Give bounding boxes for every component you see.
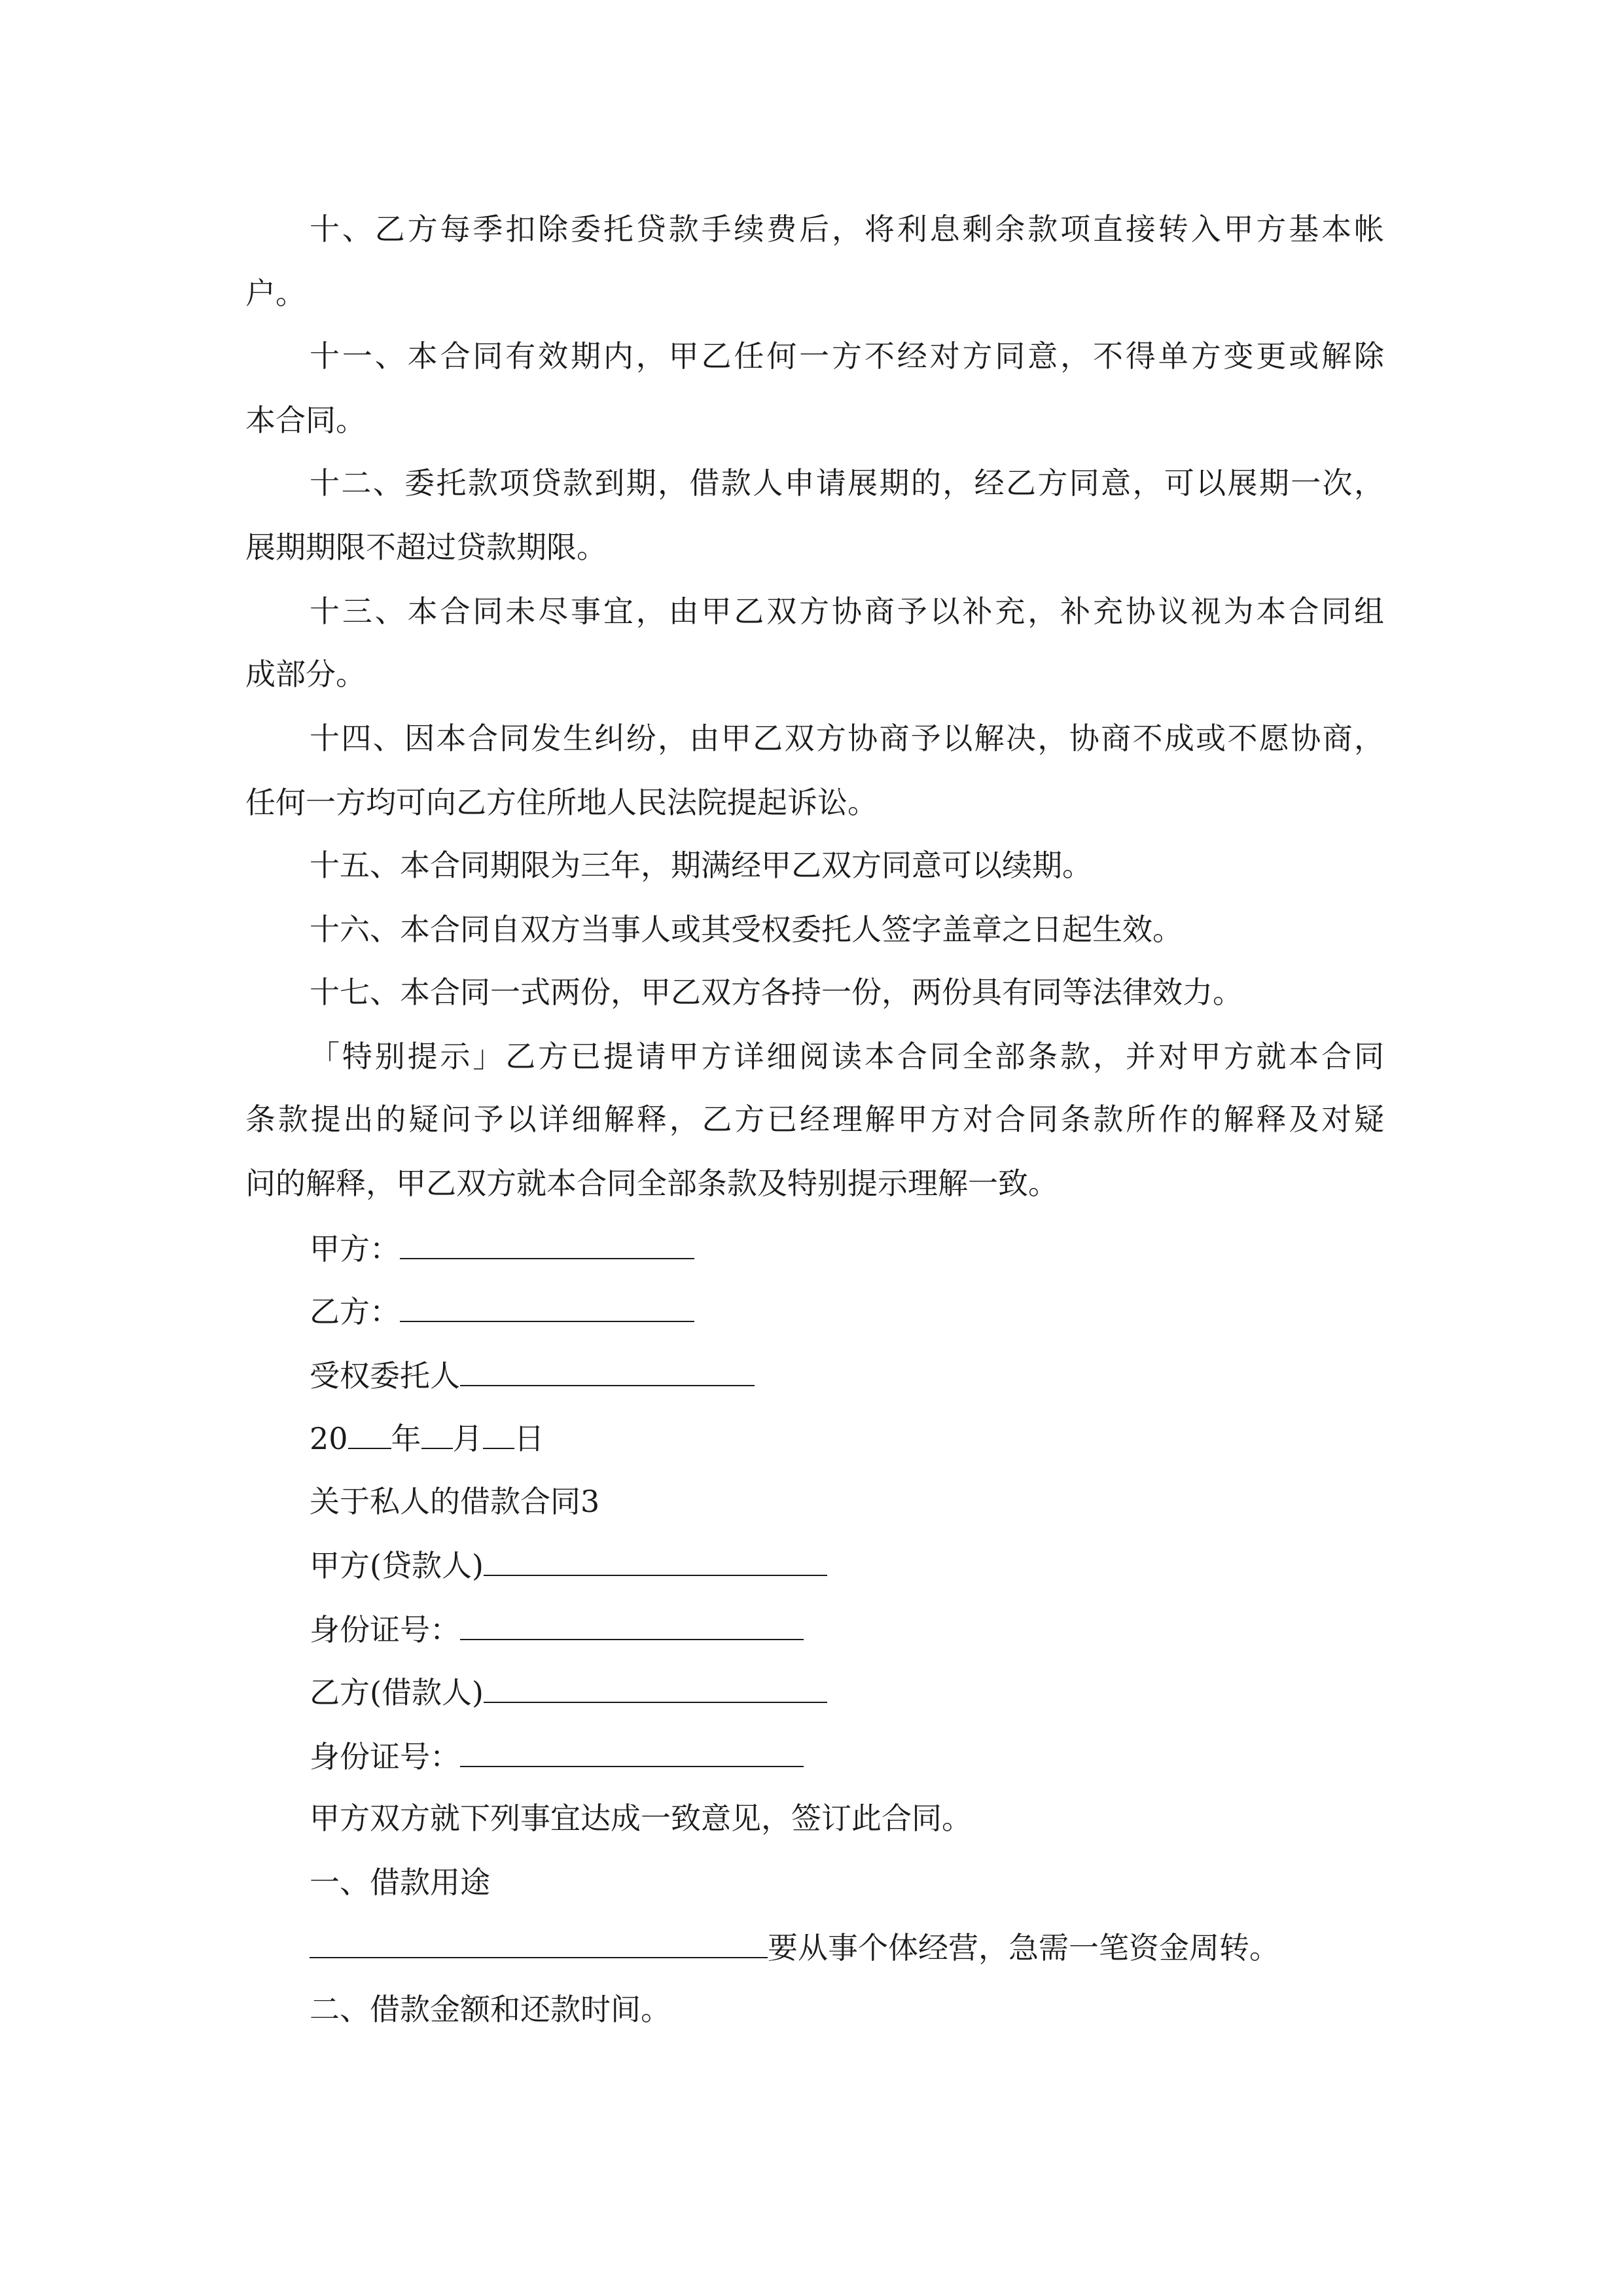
agent-label: 受权委托人 [310,1358,460,1393]
clause-17: 十七、本合同一式两份，甲乙双方各持一份，两份具有同等法律效力。 [310,975,1243,1010]
signing-date [310,1416,1448,1460]
clause-16: 十六、本合同自双方当事人或其受权委托人签字盖章之日起生效。 [310,912,1183,947]
clause-11-line-1: 十一、本合同有效期内，甲乙任何一方不经对方同意，不得单方变更或解除 [310,338,1384,374]
clause-15: 十五、本合同期限为三年，期满经甲乙双方同意可以续期。 [310,848,1092,883]
clause-12-line-2: 展期期限不超过贷款期限。 [245,529,607,565]
purpose-blank [310,1926,768,1958]
party-a-blank [400,1227,694,1259]
clause-10-line-2: 户。 [245,276,306,311]
lender-field [310,1543,1448,1587]
notice-line-2: 条款提出的疑问予以详细解释，乙方已经理解甲方对合同条款所作的解释及对疑 [245,1102,1384,1137]
party-a-signature [310,1227,1448,1270]
year-blank [348,1416,391,1449]
contract-3-title: 关于私人的借款合同3 [310,1484,600,1519]
date-year-label: 年 [391,1421,421,1456]
clause-13-line-2: 成部分。 [245,656,366,692]
purpose-text: 要从事个体经营，急需一笔资金周转。 [768,1930,1279,1965]
borrower-field [310,1670,1448,1713]
lender-blank [484,1543,827,1576]
borrower-id-field [310,1734,1448,1778]
clause-11-line-2: 本合同。 [245,403,366,438]
party-a-label: 甲方： [310,1231,400,1266]
party-b-signature [310,1289,1448,1333]
day-blank [483,1416,514,1449]
date-prefix: 20 [310,1421,348,1456]
party-b-blank [400,1289,694,1322]
lender-id-label: 身份证号： [310,1612,460,1647]
date-day-label: 日 [514,1421,544,1456]
clause-12-line-1: 十二、委托款项贷款到期，借款人申请展期的，经乙方同意，可以展期一次， [310,465,1384,501]
purpose-heading: 一、借款用途 [310,1865,490,1900]
lender-id-blank [460,1607,804,1640]
clause-14-line-2: 任何一方均可向乙方住所地人民法院提起诉讼。 [245,785,878,820]
clause-13-line-1: 十三、本合同未尽事宜，由甲乙双方协商予以补充，补充协议视为本合同组 [310,594,1384,629]
month-blank [421,1416,453,1449]
borrower-blank [484,1670,827,1703]
agent-signature [310,1354,1448,1397]
notice-line-1: 「特别提示」乙方已提请甲方详细阅读本合同全部条款，并对甲方就本合同 [310,1039,1384,1074]
lender-id-field [310,1607,1448,1651]
borrower-id-blank [460,1734,804,1767]
clause-10-line-1: 十、乙方每季扣除委托贷款手续费后，将利息剩余款项直接转入甲方基本帐 [310,211,1384,247]
agent-blank [460,1354,755,1386]
amount-heading: 二、借款金额和还款时间。 [310,1992,671,2027]
lender-label: 甲方(贷款人) [310,1548,484,1583]
agreement-statement: 甲方双方就下列事宜达成一致意见，签订此合同。 [310,1801,972,1836]
purpose-line [310,1926,1448,1969]
notice-line-3: 问的解释，甲乙双方就本合同全部条款及特别提示理解一致。 [245,1166,1058,1201]
clause-14-line-1: 十四、因本合同发生纠纷，由甲乙双方协商予以解决，协商不成或不愿协商， [310,721,1384,756]
borrower-id-label: 身份证号： [310,1739,460,1774]
date-month-label: 月 [452,1421,483,1456]
borrower-label: 乙方(借款人) [310,1675,484,1710]
party-b-label: 乙方： [310,1294,400,1329]
